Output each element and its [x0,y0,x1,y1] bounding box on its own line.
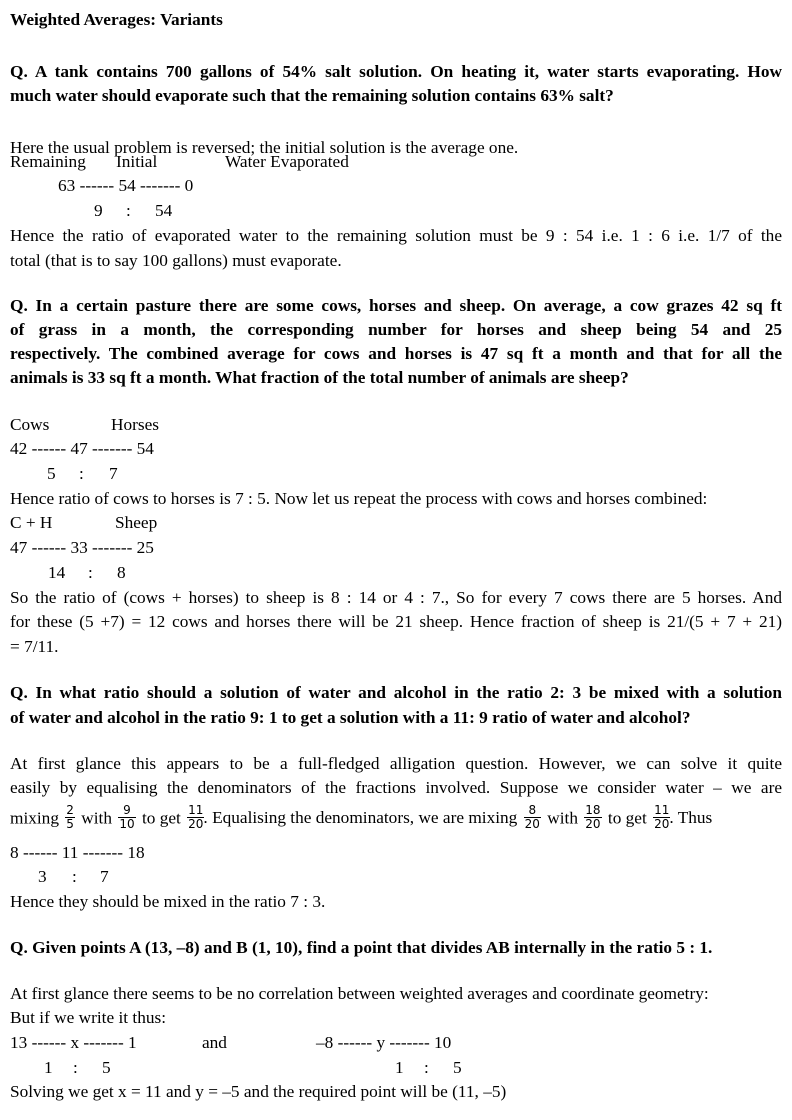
q2-ratio1-colon: : [79,464,84,483]
q3-alligation: 8 ------ 11 ------- 18 [10,843,145,862]
q4-ratio-y-colon: : [424,1058,429,1077]
fraction-denominator: 20 [524,817,540,831]
q1-ratio-left: 9 [94,201,103,220]
q3-ratio-colon: : [72,867,77,886]
fraction-9-10 [118,804,135,831]
q1-alligation: 63 ------ 54 ------- 0 [58,176,194,195]
q2-labels-2 [10,511,310,535]
fraction-11-20-b [653,804,670,831]
q3-body-line-1: At first glance this appears to be a full-fledged alligation question. However, we can solve it quite [10,754,782,773]
q4-ratio-row [10,1056,782,1080]
q2-alligation-1: 42 ------ 47 ------- 54 [10,439,154,458]
q2-label-c-plus-h: C + H [10,513,53,532]
q2-conclusion-line-1: So the ratio of (cows + horses) to sheep is 8 : 14 or 4 : 7., So for every 7 cows there are 5 horses. And [10,588,782,607]
q3-text-equalising: . Equalising the denominators, we are mixing [203,808,518,828]
q2-labels-1 [10,413,310,437]
q1-question-line-2: much water should evaporate such that the remaining solution contains 63% salt? [10,86,614,105]
q3-text-with: with [81,808,112,828]
fraction-18-20 [584,804,601,831]
q2-label-cows: Cows [10,415,50,434]
q3-text-thus: . Thus [669,808,713,828]
q3-ratio-left: 3 [38,867,47,886]
q2-label-sheep: Sheep [115,513,158,532]
fraction-denominator: 20 [585,817,601,831]
fraction-denominator: 5 [66,817,74,831]
q3-text-to-get-2: to get [607,808,647,828]
page-title: Weighted Averages: Variants [10,10,223,29]
fraction-numerator: 8 [524,804,541,818]
q3-ratio-right: 7 [100,867,109,886]
q3-body-line-2: easily by equalising the denominators of the fractions involved. Suppose we consider water – we are [10,778,782,797]
q3-fraction-line [10,803,713,833]
q2-ratio2-left: 14 [48,563,66,582]
q4-and: and [202,1033,227,1052]
q1-conclusion-line-1: Hence the ratio of evaporated water to the remaining solution must be 9 : 54 i.e. 1 : 6 i.e. 1/7 of the [10,226,782,245]
q2-ratio1-left: 5 [47,464,56,483]
q2-question-line-1: Q. In a certain pasture there are some cows, horses and sheep. On average, a cow grazes 42 sq ft [10,296,782,315]
q3-text-mixing: mixing [10,808,59,828]
q2-question-line-3: respectively. The combined average for cows and horses is 47 sq ft a month and that for all the [10,344,782,363]
q4-ratio-y-left: 1 [395,1058,404,1077]
q1-question-line-1: Q. A tank contains 700 gallons of 54% salt solution. On heating it, water starts evaporating. How [10,62,782,81]
q4-ratio-y-right: 5 [453,1058,462,1077]
q2-label-horses: Horses [111,415,159,434]
q2-question-line-4: animals is 33 sq ft a month. What fraction of the total number of animals are sheep? [10,368,629,387]
q1-ratio-right: 54 [155,201,173,220]
q2-ratio2-colon: : [88,563,93,582]
q1-label-water-evaporated: Water Evaporated [225,152,349,171]
q2-question-line-2: of grass in a month, the corresponding number for horses and sheep being 54 and 25 [10,320,782,339]
q3-conclusion: Hence they should be mixed in the ratio 7 : 3. [10,892,326,911]
q2-conclusion-line-2: for these (5 +7) = 12 cows and horses there will be 21 sheep. Hence fraction of sheep is 21/(5 + 7 + 21) [10,612,782,631]
q3-question-line-2: of water and alcohol in the ratio 9: 1 to get a solution with a 11: 9 ratio of water and alcohol? [10,708,691,727]
q4-body-line-1: At first glance there seems to be no correlation between weighted averages and coordinate geometry: [10,984,709,1003]
q4-ratio-x-colon: : [73,1058,78,1077]
q4-ratio-x-right: 5 [102,1058,111,1077]
q2-alligation-2: 47 ------ 33 ------- 25 [10,538,154,557]
fraction-numerator: 9 [118,804,135,818]
fraction-2-5 [65,804,75,831]
fraction-numerator: 11 [654,803,670,817]
fraction-numerator: 2 [66,803,74,817]
q2-ratio1-right: 7 [109,464,118,483]
q1-ratio [10,199,310,223]
q2-ratio2-right: 8 [117,563,126,582]
q1-intro: Here the usual problem is reversed; the initial solution is the average one. [10,138,519,157]
q2-ratio-2 [10,561,310,585]
q4-alligation-y: –8 ------ y ------- 10 [316,1033,452,1052]
q1-ratio-colon: : [126,201,131,220]
fraction-denominator: 10 [119,817,135,831]
q1-label-remaining: Remaining [10,152,86,171]
q4-conclusion: Solving we get x = 11 and y = –5 and the required point will be (11, –5) [10,1082,507,1101]
q2-conclusion-line-3: = 7/11. [10,637,59,656]
q4-alligation-row [10,1031,782,1055]
q3-text-to-get: to get [141,808,181,828]
q2-middle: Hence ratio of cows to horses is 7 : 5. Now let us repeat the process with cows and horses combined: [10,489,708,508]
q3-question-line-1: Q. In what ratio should a solution of water and alcohol in the ratio 2: 3 be mixed with a solution [10,683,782,702]
q3-ratio [10,865,310,889]
fraction-11-20 [187,804,204,831]
q4-body-line-2: But if we write it thus: [10,1008,166,1027]
fraction-numerator: 11 [188,803,204,817]
q4-question: Q. Given points A (13, –8) and B (1, 10), find a point that divides AB internally in the ratio 5 : 1. [10,938,713,957]
fraction-denominator: 20 [654,817,670,831]
fraction-denominator: 20 [188,817,204,831]
q1-conclusion-line-2: total (that is to say 100 gallons) must evaporate. [10,251,342,270]
q4-ratio-x-left: 1 [44,1058,53,1077]
q1-label-initial: Initial [116,152,158,171]
fraction-8-20 [524,804,541,831]
fraction-numerator: 18 [585,803,601,817]
q4-alligation-x: 13 ------ x ------- 1 [10,1033,137,1052]
q2-ratio-1 [10,462,310,486]
q3-text-with-2: with [547,808,578,828]
